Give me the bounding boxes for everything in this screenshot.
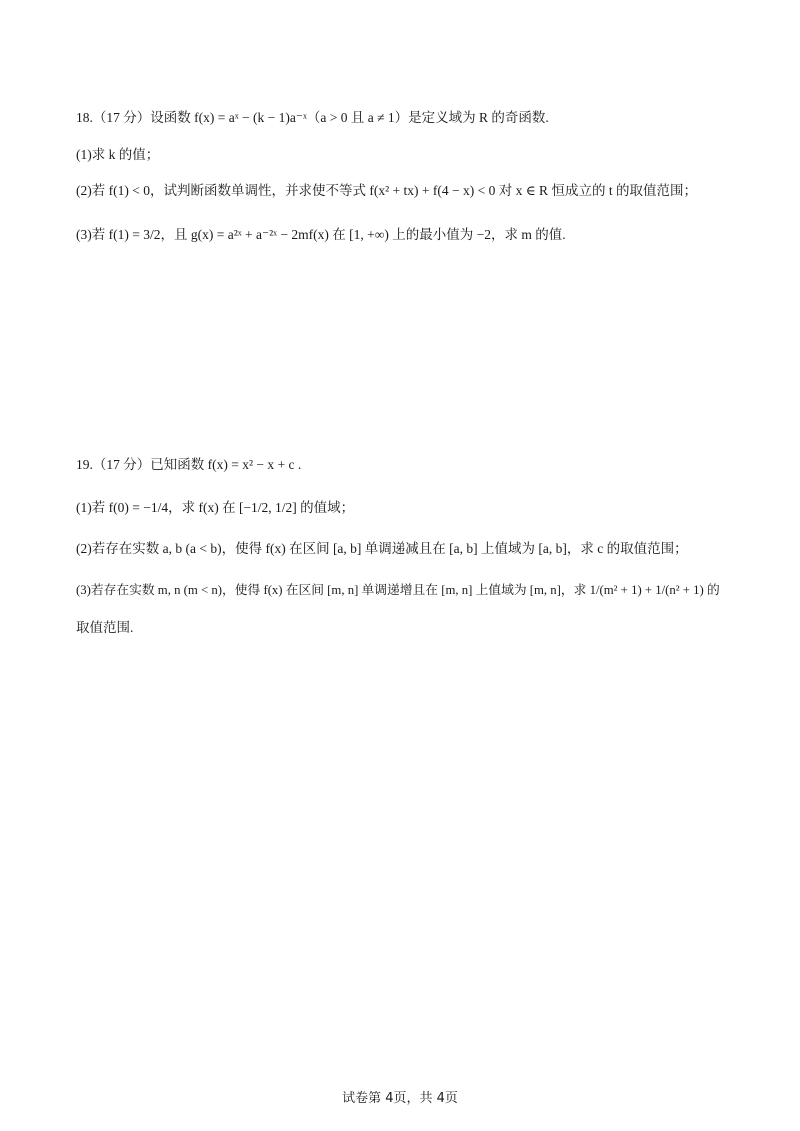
page-footer: 试卷第 4页，共 4页 <box>342 1091 458 1106</box>
problem-18-part-1: (1)求 k 的值； <box>76 147 160 162</box>
problem-19-part-3-line-2: 取值范围. <box>76 620 134 635</box>
problem-18-part-2: (2)若 f(1) < 0，试判断函数单调性，并求使不等式 f(x² + tx) + f(4 − x) < 0 对 x ∈ R 恒成立的 t 的取值范围； <box>76 183 697 198</box>
problem-18-header: 18.（17 分）设函数 f(x) = aˣ − (k − 1)a⁻ˣ（a > 0 且 a ≠ 1）是定义域为 R 的奇函数. <box>76 110 549 125</box>
problem-19-part-1: (1)若 f(0) = −1/4，求 f(x) 在 [−1/2, 1/2] 的值域； <box>76 500 355 515</box>
problem-18-part-3: (3)若 f(1) = 3/2，且 g(x) = a²ˣ + a⁻²ˣ − 2mf(x) 在 [1, +∞) 上的最小值为 −2，求 m 的值. <box>76 227 566 242</box>
problem-19-part-3-line-1: (3)若存在实数 m, n (m < n)，使得 f(x) 在区间 [m, n] 单调递增且在 [m, n] 上值域为 [m, n]，求 1/(m² + 1) + 1/(n² + 1) 的 <box>76 583 720 597</box>
problem-19-header: 19.（17 分）已知函数 f(x) = x² − x + c . <box>76 457 302 472</box>
problem-19-part-2: (2)若存在实数 a, b (a < b)，使得 f(x) 在区间 [a, b] 单调递减且在 [a, b] 上值域为 [a, b]，求 c 的取值范围； <box>76 541 688 556</box>
